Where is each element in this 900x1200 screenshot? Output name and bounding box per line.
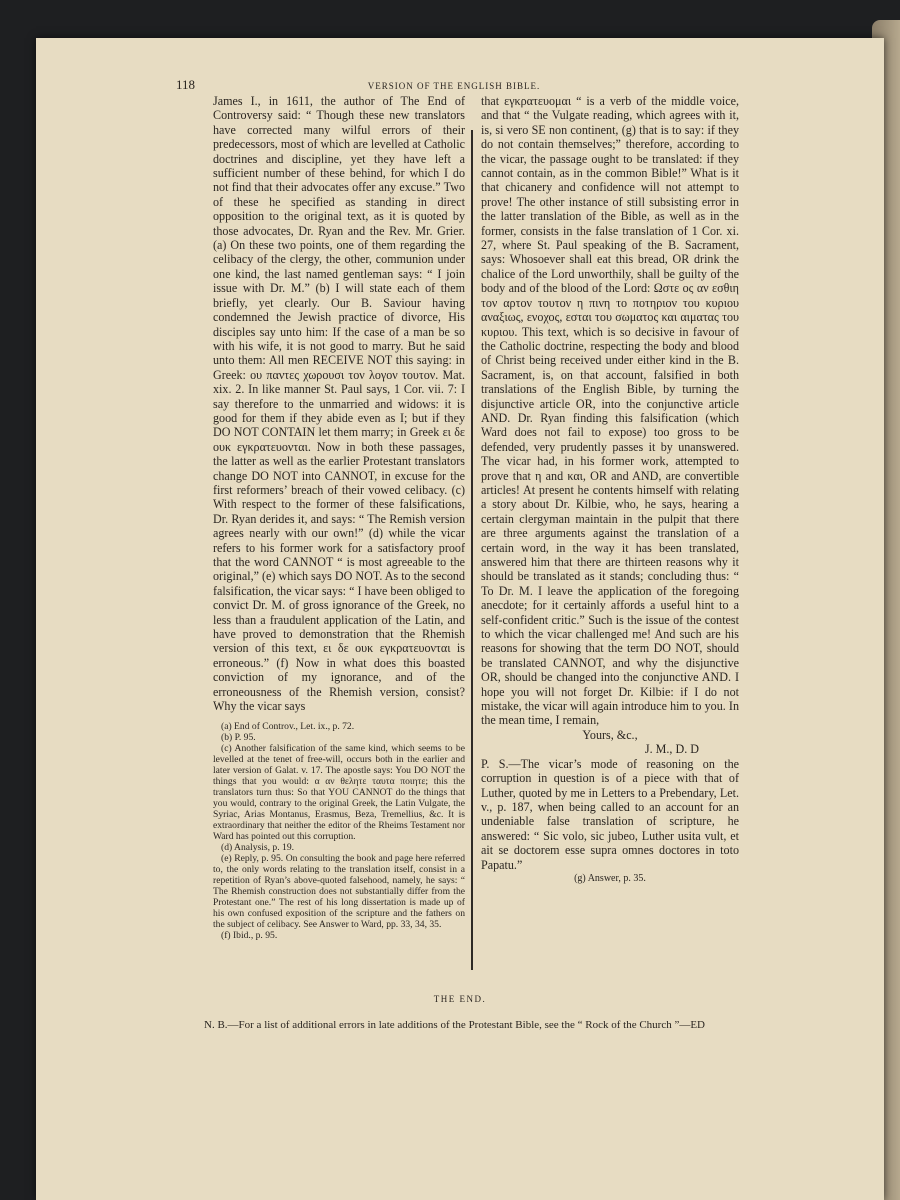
footnote-e: (e) Reply, p. 95. On consulting the book and page here referred to, the only words relating to the translation itself, consist in a repetition of Ryan’s above-quoted falsehood, namely, he says: “ The Rhemish construction does not substantially differ from the Protestant one.” The rest of his long dissertation is made up of his own confused exposition of the scripture and the fathers on the subject of celibacy. See Answer to Ward, pp. 33, 34, 35. [213, 853, 465, 931]
footnote-f: (f) Ibid., p. 95. [221, 930, 278, 942]
footnote-g: (g) Answer, p. 35. [574, 872, 646, 884]
footnote-b: (b) P. 95. [221, 732, 256, 744]
page-number: 118 [176, 77, 196, 92]
footnote-d: (d) Analysis, p. 19. [221, 842, 295, 854]
signature: J. M., D. D [644, 742, 699, 757]
left-column-body: James I., in 1611, the author of The End of Controversy said: “ Though these new translators have corrected many wilful errors of their predecessors, most of which are levelled at Catholic doctrines and discipline, yet they have left a sufficient number of these behind, for which I do not find that their advocates offer any excuse.” Two of these he specified as standing in direct opposition to the original text, as it is quoted by those advocates, Dr. Ryan and the Rev. Mr. Grier. (a) On these two points, one of them regarding the celibacy of the clergy, the other, communion under one kind, the last named gentleman says: “ I join issue with Dr. M.” (b) I will state each of them briefly, yet clearly. Our B. Saviour having condemned the Jewish practice of divorce, His disciples say unto him: If the case of a man be so with his wife, it is not good to marry. But he said unto them: All men RECEIVE NOT this saying: in Greek: ου παντες χωρουσι τον λογον τουτον. Mat. xix. 2. In like manner St. Paul says, 1 Cor. vii. 7: I say therefore to the unmarried and widows: it is good for them if they abide even as I; but if they DO NOT CONTAIN let them marry; in Greek ει δε ουκ εγκρατευονται. Now in both these passages, the latter as well as the earlier Protestant translators change DO NOT into CANNOT, in excuse for the first reformers’ breach of their vowed celibacy. (c) With respect to the former of these falsifications, Dr. Ryan derides it, and says: “ The Remish version agrees nearly with our own!” (d) while the vicar refers to his former work for a satisfactory proof that the word CANNOT “ is most agreeable to the original,” (e) which says DO NOT. As to the second falsification, the vicar says: “ I have been obliged to convict Dr. M. of gross ignorance of the Greek, no less than a fraudulent application of the Latin, and have proved to demonstration that the Rhemish version of this text, ει δε ουκ εγκρατευονται is erroneous.” (f) Now in what does this boasted conviction of my ignorance, and of the erroneousness of the Rhemish version, consist? Why the vicar says [213, 94, 466, 714]
column-divider [471, 130, 473, 970]
footnote-c: (c) Another falsification of the same kind, which seems to be levelled at the tenet of free-will, occurs both in the earlier and later version of Galat. v. 17. The apostle says: You DO NOT the things that you would: α αν θελητε ταυτα ποιητε; this the translators turn thus: So that YOU CANNOT do the things that you would, contrary to the original Greek, the Latin Vulgate, the Syriac, Arias Montanus, Erasmus, Beza, Tremellius, &c. It is extraordinary that neither the editor of the Rheims Testament nor Ward has pointed out this corruption. [213, 743, 465, 843]
closing: Yours, &c., [582, 727, 638, 742]
running-head: VERSION OF THE ENGLISH BIBLE. [367, 81, 541, 91]
postscript: P. S.—The vicar’s mode of reasoning on the corruption in question is of a piece with that of Luther, quoted by me in Letters to a Prebendary, Let. v., p. 187, when being called to an account for an undeniable false translation of scripture, he answered: “ Sic volo, sic jubeo, Luther usita vult, et ait se doctorem esse supra omnes doctores in toto Papatu.” [481, 756, 739, 872]
footnote-a: (a) End of Controv., Let. ix., p. 72. [221, 721, 355, 733]
left-footnotes [213, 721, 465, 941]
nota-bene-note: N. B.—For a list of additional errors in late additions of the Protestant Bible, see the “ Rock of the Church ”—ED [204, 1019, 706, 1031]
left-column [213, 94, 465, 974]
right-column-body: that εγκρατευομαι “ is a verb of the middle voice, and that “ the Vulgate reading, which agrees with it, is, si vero SE non continent, (g) that is to say: if they do not contain themselves;” therefore, according to the vicar, the passage ought to be translated: if they cannot contain, as in the common Bible!” What is it that chicanery and confidence will not attempt to prove! The other instance of still subsisting error in the latter translation of the Bible, as well as in the former, consists in the false translation of 1 Cor. xi. 27, where St. Paul speaking of the B. Sacrament, says: Whosoever shall eat this bread, OR drink the chalice of the Lord unworthily, shall be guilty of the body and of the blood of the Lord: Ωστε ος αν εσθιη τον αρτον τουτον η πινη το ποτηριον του κυριου αναξιως, ενοχος, εσται του σωματος και αιματας του κυριου. This text, which is so decisive in favour of the Catholic doctrine, respecting the body and blood of Christ being received under either kind in the B. Sacrament, is, on that account, falsified in both translations of the English Bible, by turning the disjunctive article OR, into the conjunctive article AND. Dr. Ryan finding this falsification (which Ward does not fail to expose) too gross to be defended, very prudently passes it by unanswered. The vicar had, in his former work, attempted to prove that η and και, OR and AND, are convertible articles! At present he contents himself with relating a story about Dr. Kilbie, who, he says, hearing a certain clergyman maintain in the pulpit that there are three arguments against the translation of a certain word, in the way it has been translated, answered him that there are thirteen reasons why it should be translated as it stands; concluding thus: “ To Dr. M. I leave the application of the foregoing anecdote; for it certainly affords a useful hint to a self-confident critic.” Such is the issue of the contest to which the vicar challenged me! And such are his reasons for showing that the term DO NOT, should be translated CANNOT, and why the disjunctive OR, should be changed into the conjunctive AND. I hope you will not forget Dr. Kilbie: if I do not mistake, the vicar will again introduce him to you. In the mean time, I remain, [481, 94, 739, 728]
right-column [481, 94, 739, 974]
the-end-heading: THE END. [433, 994, 487, 1004]
